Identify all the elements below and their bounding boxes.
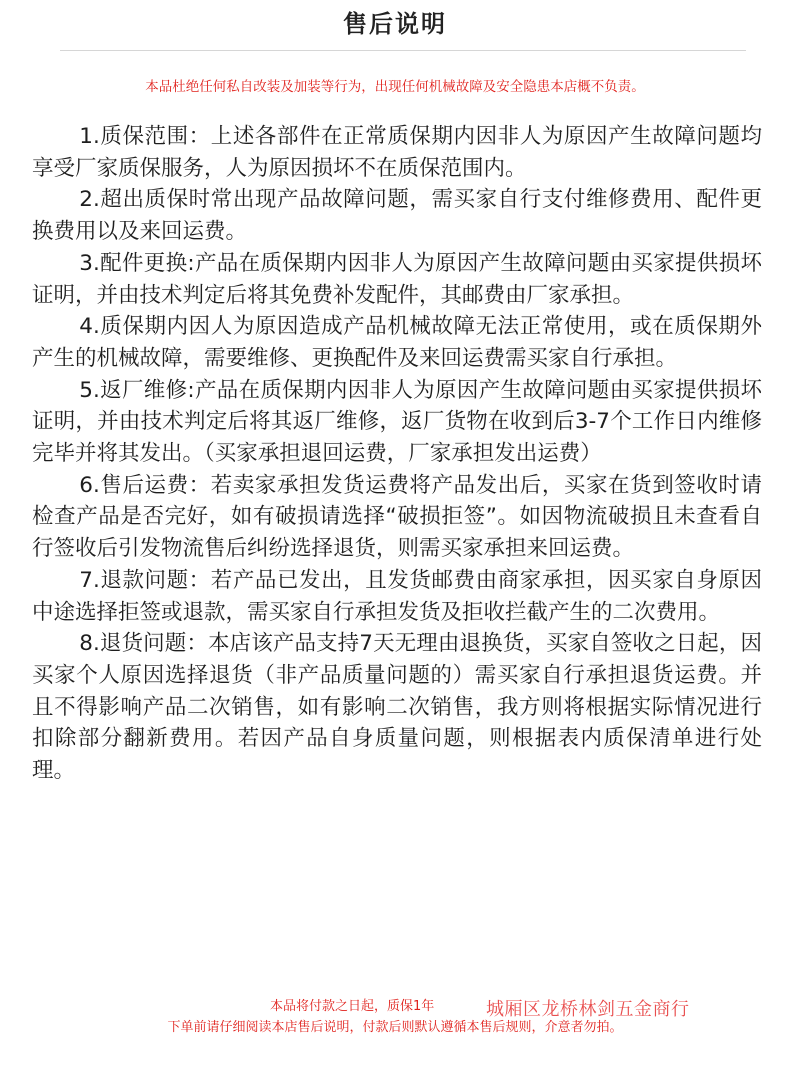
term-item: 3.配件更换:产品在质保期内因非人为原因产生故障问题由买家提供损坏证明，并由技术判定后将其免费补发配件，其邮费由厂家承担。 <box>32 250 762 308</box>
modification-warning: 本品杜绝任何私自改装及加装等行为，出现任何机械故障及安全隐患本店概不负责。 <box>145 79 645 95</box>
term-item: 7.退款问题：若产品已发出，且发货邮费由商家承担，因买家自身原因中途选择拒签或退款，需买家自行承担发货及拒收拦截产生的二次费用。 <box>32 567 762 625</box>
title-divider <box>60 50 746 51</box>
term-item: 5.返厂维修:产品在质保期内因非人为原因产生故障问题由买家提供损坏证明，并由技术判定后将其返厂维修，返厂货物在收到后3-7个工作日内维修完毕并将其发出。（买家承担退回运费，厂家承担发出运费） <box>32 377 762 467</box>
term-item: 2.超出质保时常出现产品故障问题，需买家自行支付维修费用、配件更换费用以及来回运费。 <box>32 187 762 245</box>
term-item: 1.质保范围：上述各部件在正常质保期内因非人为原因产生故障问题均享受厂家质保服务，人为原因损坏不在质保范围内。 <box>32 124 762 181</box>
term-item: 8.退货问题：本店该产品支持7天无理由退换货，买家自签收之日起，因买家个人原因选择退货（非产品质量问题的）需买家自行承担退货运费。并且不得影响产品二次销售，如有影响二次销售，我方则将根据实际情况进行扣除部分翻新费用。若因产品自身质量问题，则根据表内质保清单进行处理。 <box>32 631 762 784</box>
shop-watermark: 城厢区龙桥林剑五金商行 <box>486 999 690 1020</box>
term-item: 6.售后运费：若卖家承担发货运费将产品发出后，买家在货到签收时请检查产品是否完好，如有破损请选择“破损拒签”。如因物流破损且未查看自行签收后引发物流售后纠纷选择退货，则需买家承担来回运费。 <box>32 472 762 562</box>
terms-list <box>32 121 762 787</box>
page-title: 售后说明 <box>343 10 447 38</box>
purchase-notice: 下单前请仔细阅读本店售后说明，付款后则默认遵循本售后规则，介意者勿拍。 <box>167 1020 623 1035</box>
term-item: 4.质保期内因人为原因造成产品机械故障无法正常使用，或在质保期外产生的机械故障，需要维修、更换配件及来回运费需买家自行承担。 <box>32 314 762 371</box>
warranty-note: 本品将付款之日起，质保1年 <box>270 999 435 1014</box>
